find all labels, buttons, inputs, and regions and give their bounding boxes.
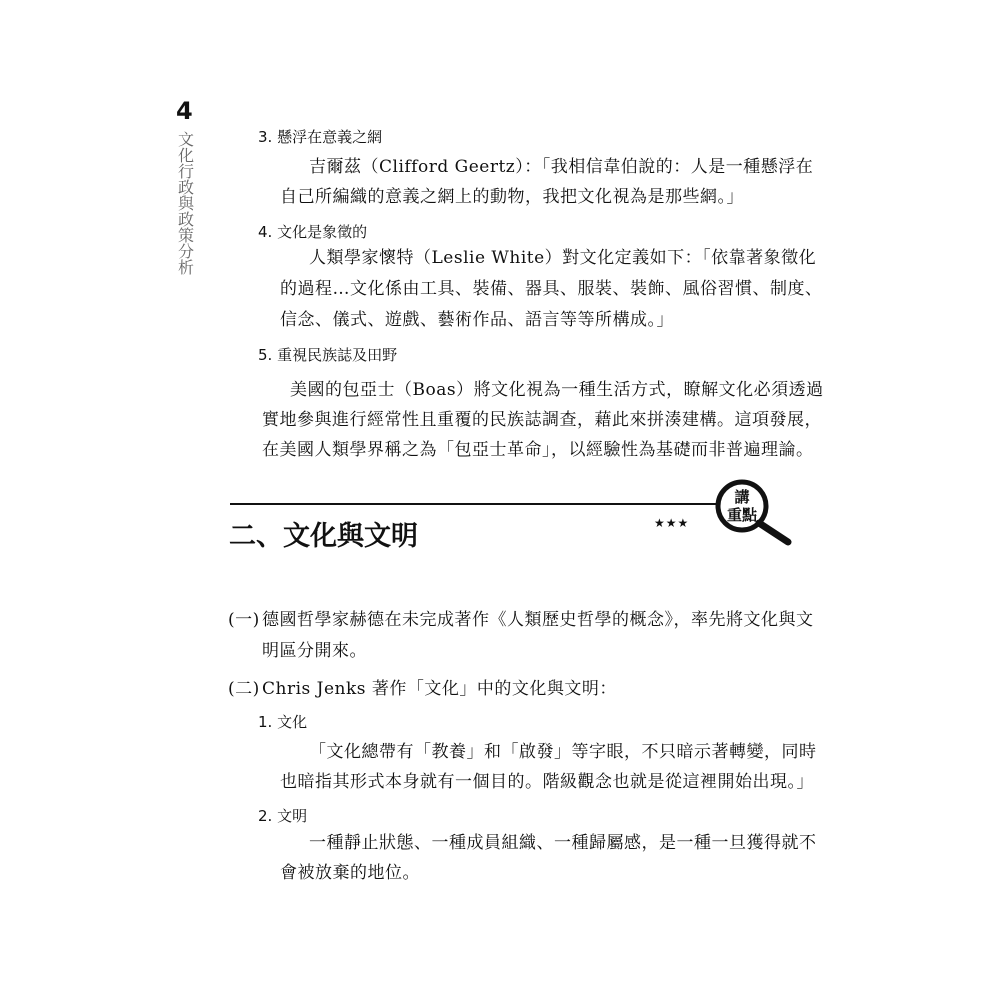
subitem-2-heading: 2. 文明 [258, 807, 308, 825]
point-1-line-2: 明區分開來。 [262, 641, 367, 661]
subitem-1-line-1: 「文化總帶有「教養」和「啟發」等字眼，不只暗示著轉變，同時 [309, 742, 817, 762]
item-4-line-1: 人類學家懷特（Leslie White）對文化定義如下：「依靠著象徵化 [309, 248, 817, 268]
item-4-heading: 4. 文化是象徵的 [258, 223, 368, 241]
point-2-line: Chris Jenks 著作「文化」中的文化與文明： [262, 679, 617, 699]
badge-text-line-1: 講 [734, 488, 750, 506]
item-3-line-2: 自己所編織的意義之網上的動物，我把文化視為是那些網。」 [280, 187, 744, 207]
point-2-label: (二) [228, 679, 260, 699]
importance-stars: ★★★ [654, 516, 690, 530]
item-5-line-3: 在美國人類學界稱之為「包亞士革命」，以經驗性為基礎而非普遍理論。 [262, 440, 814, 460]
subitem-2-line-1: 一種靜止狀態、一種成員組織、一種歸屬感，是一種一旦獲得就不 [309, 833, 817, 853]
item-5-line-1: 美國的包亞士（Boas）將文化視為一種生活方式，瞭解文化必須透過 [290, 380, 824, 400]
item-4-line-3: 信念、儀式、遊戲、藝術作品、語言等等所構成。」 [280, 310, 674, 330]
item-3-line-1: 吉爾茲（Clifford Geertz）：「我相信韋伯說的：人是一種懸浮在 [309, 157, 814, 177]
item-4-line-2: 的過程…文化係由工具、裝備、器具、服裝、裝飾、風俗習慣、制度、 [280, 279, 823, 299]
subitem-1-heading: 1. 文化 [258, 713, 308, 731]
section-title: 二、文化與文明 [229, 521, 418, 552]
key-point-badge [714, 476, 794, 546]
subitem-2-line-2: 會被放棄的地位。 [280, 863, 420, 883]
section-rule [230, 503, 725, 505]
item-5-line-2: 實地參與進行經常性且重覆的民族誌調查，藉此來拼湊建構。這項發展， [262, 410, 822, 430]
item-5-heading: 5. 重視民族誌及田野 [258, 346, 398, 364]
point-1-line-1: 德國哲學家赫德在未完成著作《人類歷史哲學的概念》，率先將文化與文 [262, 610, 814, 630]
subitem-1-line-2: 也暗指其形式本身就有一個目的。階級觀念也就是從這裡開始出現。」 [280, 772, 814, 792]
running-title: 文化行政與政策分析 [178, 130, 195, 277]
item-3-heading: 3. 懸浮在意義之網 [258, 128, 383, 146]
page-number: 4 [176, 97, 193, 125]
point-1-label: (一) [228, 610, 260, 630]
badge-text-line-2: 重點 [726, 506, 757, 524]
